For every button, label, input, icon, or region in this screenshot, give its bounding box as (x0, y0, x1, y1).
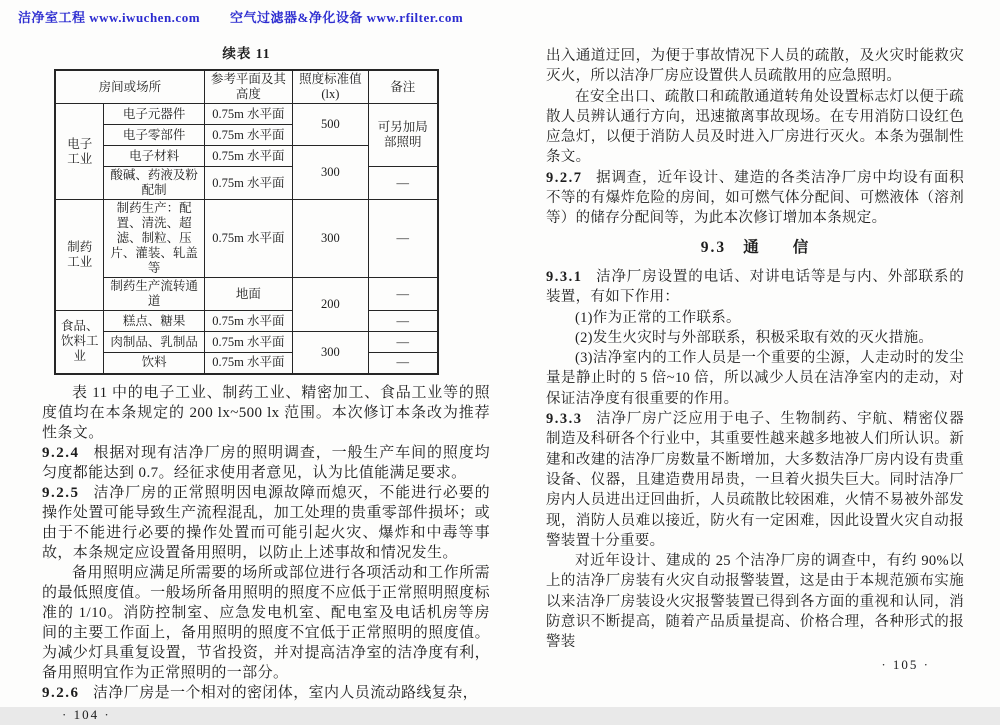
paragraph-text: 洁净厂房广泛应用于电子、生物制药、宇航、精密仪器制造及科研各个行业中，其重要性越来越多地被人们所认识。新建和改建的洁净厂房数量不断增加，大多数洁净厂房内设有贵重设备、仪器，且建造费用昂贵，一旦着火损失巨大。同时洁净厂房内人员进出迂回曲折，人员疏散比较困难，火情不易被外部发现，消防人员难以接近，防火有一定困难，因此设置火灾自动报警装置十分重要。 (546, 411, 964, 549)
section-number: 9.2.6 (42, 684, 80, 701)
cell-plane: 0.75m 水平面 (204, 332, 292, 353)
cell-room: 肉制品、乳制品 (104, 332, 204, 353)
page-number-left: · 104 · (62, 706, 111, 722)
section-heading-9-3 (546, 238, 964, 258)
cell-note: — (368, 332, 438, 353)
section-number: 9.3.3 (546, 411, 583, 428)
paragraph-text: 对近年设计、建成的 25 个洁净厂房的调查中，有约 90%以上的洁净厂房装有火灾自动报警装置，这是由于本规范颁布实施以来洁净厂房装设火灾报警装置已得到各方面的重视和认同，消防意识不断提高，随着产品质量提高、价格合理，各种形式的报警装 (546, 553, 964, 651)
left-page (42, 44, 490, 725)
cell-room: 电子材料 (104, 146, 204, 167)
group-cell-food (55, 311, 104, 374)
table-header-row (55, 70, 438, 104)
group-cell-electronics (55, 104, 104, 200)
paragraph-text: 备用照明应满足所需要的场所或部位进行各项活动和工作所需的最低照度值。一般场所备用照明的照度不应低于正常照明照度标准的 1/10。消防控制室、应急发电机室、配电室及电话机房等房间的主要工作面上，备用照明的照度不宜低于正常照明的照度值。为减少灯具重复设置，节省投资，并对提高洁净室的洁净度有利，备用照明宜作为正常照明的一部分。 (42, 564, 490, 681)
cell-plane: 0.75m 水平面 (204, 104, 292, 125)
paragraph-text: (3)洁净室内的工作人员是一个重要的尘源，人走动时的发尘量是静止时的 5 倍~10 倍，所以减少人员在洁净室内的走动，对保证洁净度有很重要的作用。 (546, 350, 964, 407)
page-number-right: · 105 · (881, 656, 930, 672)
paragraph-9-3-3 (546, 409, 964, 551)
illuminance-table (54, 69, 439, 375)
paragraph-9-2-7 (546, 168, 964, 229)
cell-plane: 0.75m 水平面 (204, 311, 292, 332)
cell-room: 电子元器件 (104, 104, 204, 125)
heading-number: 9.3 (700, 238, 727, 256)
list-item-1 (546, 308, 964, 328)
watermark-bar (18, 7, 493, 26)
paragraph-text: 洁净厂房是一个相对的密闭体，室内人员流动路线复杂， (93, 684, 479, 701)
group-cell-pharma (55, 200, 104, 311)
paragraph (42, 563, 490, 683)
paragraph-text: (2)发生火灾时与外部联系，积极采取有效的灭火措施。 (575, 329, 934, 346)
paragraph-9-2-4 (42, 443, 490, 483)
cell-lux: 300 (293, 200, 368, 278)
col-header-lux: 照度标准值(lx) (293, 70, 368, 104)
paragraph (42, 383, 490, 443)
cell-plane: 0.75m 水平面 (204, 125, 292, 146)
cell-plane: 0.75m 水平面 (204, 167, 292, 200)
cell-room: 酸碱、药液及粉配制 (104, 167, 204, 200)
paragraph-text: 出入通道迂回，为便于事故情况下人员的疏散，及火灾时能救灾灭火，所以洁净厂房应设置供人员疏散用的应急照明。 (546, 48, 964, 85)
list-item-3 (546, 348, 964, 409)
cell-plane: 0.75m 水平面 (204, 200, 292, 278)
table-row (55, 104, 438, 125)
cell-note: — (368, 311, 438, 332)
paragraph-text: 表 11 中的电子工业、制药工业、精密加工、食品工业等的照度值均在本条规定的 200 lx~500 lx 范围。本次修订本条改为推荐性条文。 (42, 384, 490, 441)
cell-plane: 0.75m 水平面 (204, 353, 292, 374)
cell-room: 电子零部件 (104, 125, 204, 146)
paragraph-text: 根据对现有洁净厂房的照明调查，一般生产车间的照度均匀度都能达到 0.7。经征求使用者意见，认为比值能满足要求。 (42, 444, 490, 481)
paragraph-9-3-1 (546, 267, 964, 308)
paragraph (546, 551, 964, 652)
cell-lux: 300 (293, 332, 368, 374)
list-item-2 (546, 328, 964, 348)
cell-lux: 300 (293, 146, 368, 200)
table-row (55, 332, 438, 353)
cell-plane: 0.75m 水平面 (204, 146, 292, 167)
cell-room: 制药生产流转通道 (104, 278, 204, 311)
table-row (55, 278, 438, 311)
cell-room: 制药生产：配置、清洗、超滤、制粒、压片、灌装、轧盖等 (104, 200, 204, 278)
note-text: 可另加局部照明 (377, 120, 428, 149)
table-title: 续表 11 (222, 46, 271, 61)
watermark-link-iwuchen[interactable]: 洁净室工程 www.iwuchen.com (18, 10, 201, 25)
cell-lux: 200 (293, 278, 368, 332)
cell-note: — (368, 353, 438, 374)
paragraph (546, 46, 964, 87)
cell-note: — (368, 278, 438, 311)
cell-room: 糕点、糖果 (104, 311, 204, 332)
cell-plane: 地面 (204, 278, 292, 311)
col-header-room: 房间或场所 (55, 70, 204, 104)
right-page (546, 46, 964, 675)
table-row (55, 200, 438, 278)
col-header-plane: 参考平面及其高度 (204, 70, 292, 104)
watermark-link-rfilter[interactable]: 空气过滤器&净化设备 www.rfilter.com (230, 10, 464, 25)
table-row (55, 353, 438, 374)
cell-note: — (368, 167, 438, 200)
table-row (55, 167, 438, 200)
section-number: 9.2.5 (42, 484, 80, 501)
cell-note: — (368, 200, 438, 278)
paragraph-9-2-5 (42, 483, 490, 563)
cell-lux: 500 (293, 104, 368, 146)
paragraph-9-2-6 (42, 683, 490, 703)
heading-title: 通 信 (743, 238, 810, 256)
cell-note (368, 104, 438, 167)
group-label: 制药工业 (67, 240, 93, 269)
group-label: 电子工业 (67, 136, 93, 166)
paragraph-text: (1)作为正常的工作联系。 (575, 309, 741, 326)
table-row (55, 311, 438, 332)
col-header-note: 备注 (368, 70, 438, 104)
paragraph-text: 据调查，近年设计、建造的各类洁净厂房中均设有面积不等的有爆炸危险的房间，如可燃气体分配间、可燃液体（溶剂等）的储存分配间等，为此本次修订增加本条规定。 (546, 169, 964, 227)
group-label: 食品、饮料工业 (60, 319, 99, 364)
paragraph-text: 洁净厂房的正常照明因电源故障而熄灭，不能进行必要的操作处置可能导致生产流程混乱，加工处理的贵重零部件损坏；或由于不能进行必要的操作处置而可能引起火灾、爆炸和中毒等事故，本条规定应设置备用照明，以防止上述事故和情况发生。 (42, 484, 490, 561)
section-number: 9.3.1 (546, 268, 583, 285)
paragraph-text: 在安全出口、疏散口和疏散通道转角处设置标志灯以便于疏散人员辨认通行方向，迅速撤离事故现场。在专用消防口设红色应急灯，以便于消防人员及时进入厂房进行灭火。本条为强制性条文。 (546, 88, 964, 166)
section-number: 9.2.7 (546, 169, 583, 186)
section-number: 9.2.4 (42, 444, 80, 461)
paragraph (546, 87, 964, 168)
cell-room: 饮料 (104, 353, 204, 374)
paragraph-text: 洁净厂房设置的电话、对讲电话等是与内、外部联系的装置，有如下作用： (546, 268, 964, 306)
